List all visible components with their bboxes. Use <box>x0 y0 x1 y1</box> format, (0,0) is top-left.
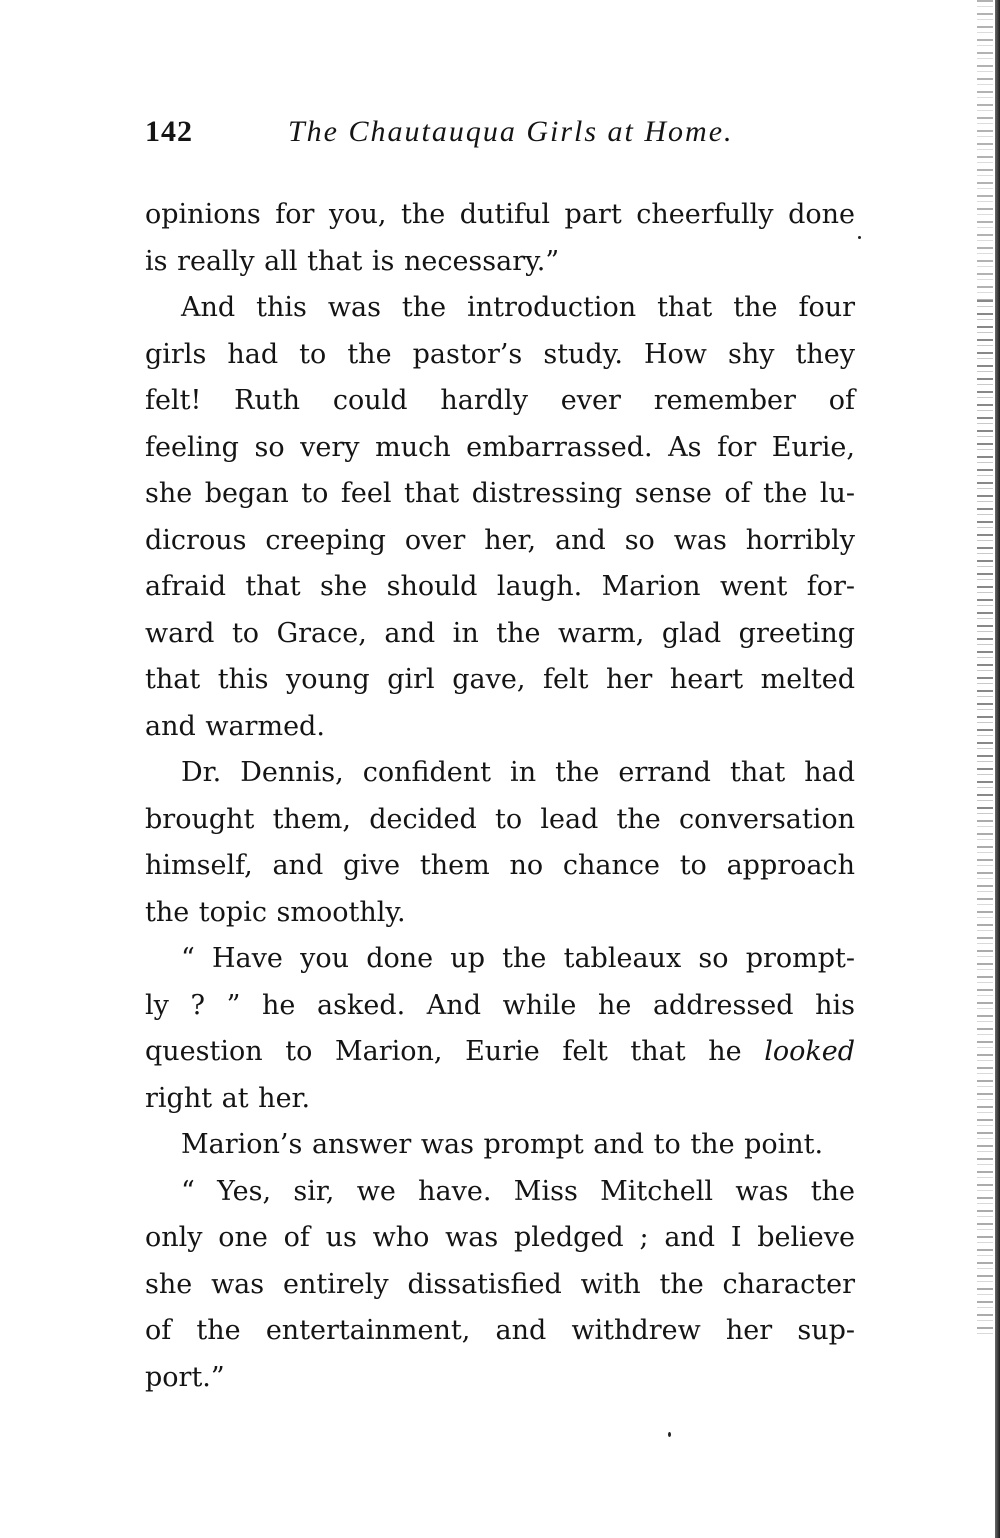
text-line: afraid that she should laugh. Marion went for- <box>145 571 855 602</box>
text-line: feeling so very much embarrassed. As for Eurie, <box>145 431 855 463</box>
text-line: she began to feel that distressing sense of the lu- <box>145 478 855 509</box>
emphasized-word: looked <box>764 1036 855 1067</box>
text-fragment: question to Marion, Eurie felt that he <box>145 1036 742 1067</box>
text-line: and warmed. <box>145 710 325 742</box>
text-line: dicrous creeping over her, and so was horribly <box>145 524 855 556</box>
paragraph-first-line: And this was the introduction that the four <box>181 292 855 323</box>
text-line: opinions for you, the dutiful part cheerfully done <box>145 199 855 230</box>
paragraph-first-line: Marion’s answer was prompt and to the point. <box>181 1129 824 1160</box>
text-line: she was entirely dissatisfied with the character <box>145 1268 855 1300</box>
paragraph-first-line: “ Yes, sir, we have. Miss Mitchell was the <box>181 1175 855 1207</box>
text-line: ward to Grace, and in the warm, glad greeting <box>145 617 855 649</box>
text-line-with-emphasis <box>145 1029 855 1076</box>
running-title: The Chautauqua Girls at Home. <box>288 115 734 148</box>
text-line: the topic smoothly. <box>145 896 406 928</box>
text-line: port.” <box>145 1361 225 1393</box>
scan-speck <box>668 1432 671 1437</box>
page-binding-edge <box>995 0 1000 1538</box>
scan-edge-texture <box>977 300 993 820</box>
paragraph-first-line: Dr. Dennis, confident in the errand that had <box>181 757 855 788</box>
page-number: 142 <box>145 115 193 148</box>
text-line: brought them, decided to lead the conversation <box>145 803 855 835</box>
paragraph-first-line: “ Have you done up the tableaux so prompt- <box>181 943 855 974</box>
text-line: himself, and give them no chance to approach <box>145 850 855 881</box>
scan-speck <box>858 236 861 239</box>
running-head <box>145 112 785 152</box>
text-line: is really all that is necessary.” <box>145 245 560 277</box>
text-line: ly ? ” he asked. And while he addressed his <box>145 989 855 1021</box>
text-line: right at her. <box>145 1082 311 1114</box>
body-text <box>145 192 855 1401</box>
text-line: felt! Ruth could hardly ever remember of <box>145 385 855 416</box>
text-line: only one of us who was pledged ; and I believe <box>145 1222 855 1253</box>
scan-edge-texture <box>977 0 993 300</box>
text-line: girls had to the pastor’s study. How shy they <box>145 338 855 370</box>
text-line: that this young girl gave, felt her heart melted <box>145 664 855 695</box>
scan-edge-texture <box>977 820 993 1340</box>
text-line: of the entertainment, and withdrew her sup- <box>145 1315 855 1346</box>
